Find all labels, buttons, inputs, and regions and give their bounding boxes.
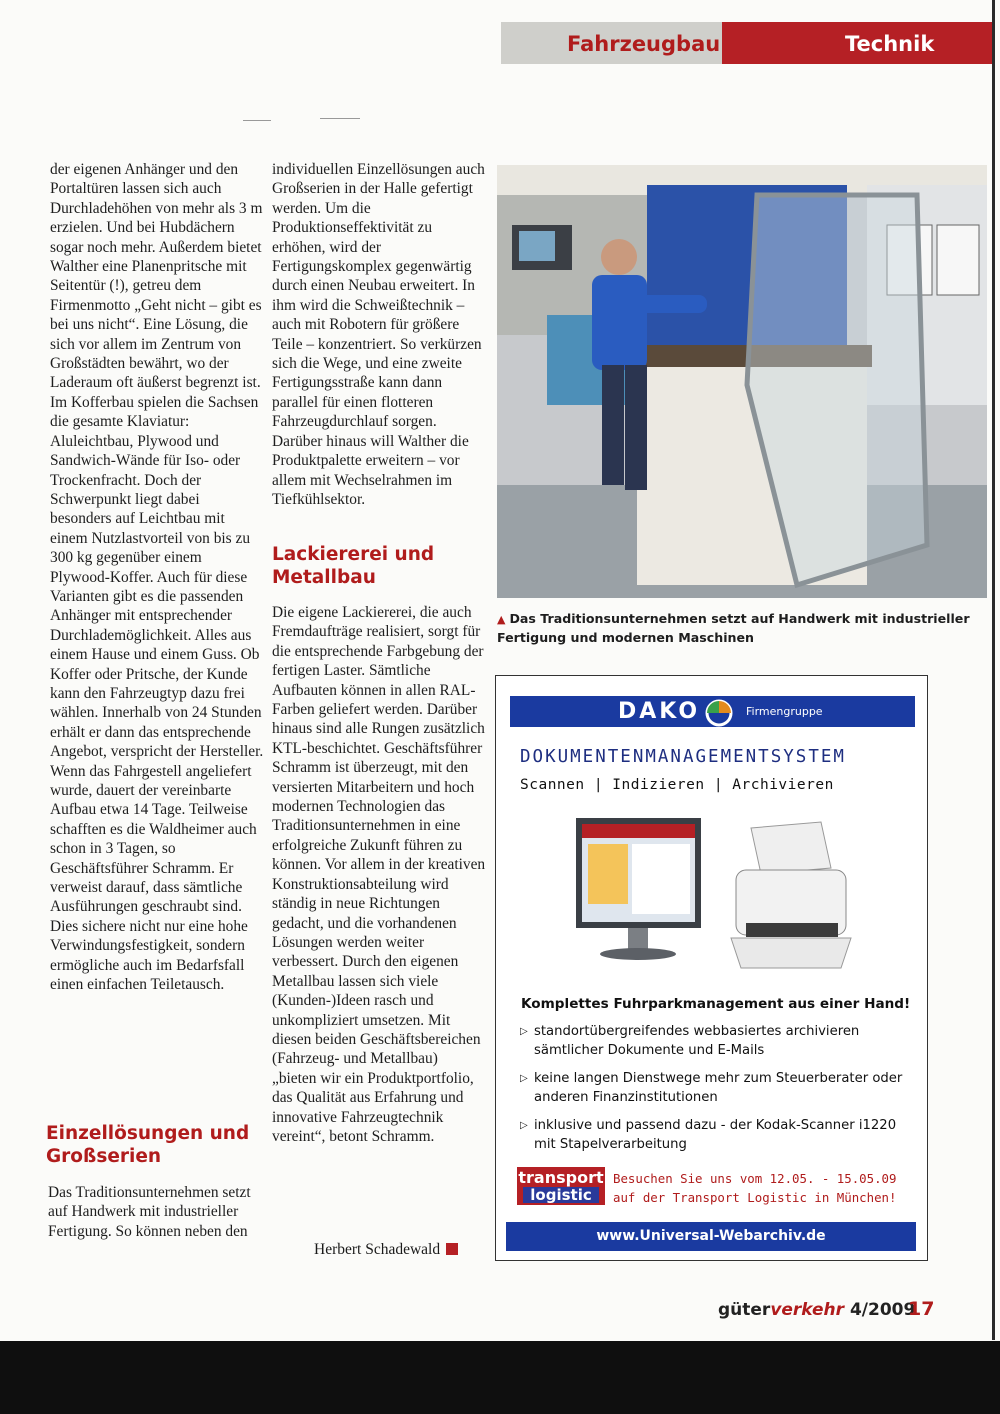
- transport-logistic-logo: transport logistic: [518, 1168, 604, 1204]
- bullet-arrow-icon: ▷: [520, 1073, 528, 1084]
- ad-brand-bar: [510, 696, 915, 727]
- subheading-einzelloesungen: Einzellösungen und Großserien: [46, 1123, 250, 1167]
- article-column-2-continued: [272, 603, 486, 1146]
- article-text: der eigenen Anhänger und den Portaltüren lassen sich auch Durchladehöhen von mehr als 3 m erzielen. Und bei Hubdächern sogar noch mehr. Außerdem bietet Walther eine Planenpritsche mit Seitentür (!), getreu dem Firmenmotto „Geht nicht – gibt es bei uns nicht“. Eine Lösung, die sich vor allem im Zentrum von Großstädten bewährt, wo der Laderaum oft äußerst begrenzt ist. Im Kofferbau spielen die Sachsen die gesamte Klaviatur: Aluleichtbau, Plywood und Sandwich-Wände für Iso- oder Trockenfracht. Doch der Schwerpunkt liegt dabei besonders auf Leichtbau mit einem Nutzlastvorteil von bis zu 300 kg gegenüber einem Plywood-Koffer. Auch für diese Varianten gibt es die passenden Anhänger mit entsprechender Durchlademöglichkeit. Alles aus einem Hause und einem Guss. Ob Koffer oder Pritsche, der Kunde kann den Fahrzeugtyp dazu frei wählen. Innerhalb von 24 Stunden erhält er dann das entsprechende Angebot, verspricht der Hersteller. Wenn das Fahrgestell angeliefert wurde, dauert der vereinbarte Aufbau etwa 14 Tage. Teilweise schafften es die Waldheimer auch schon in 3 Tagen, so Geschäftsführer Schramm. Er verweist darauf, dass sämtliche Ausführungen geschraubt sind. Dies sichere nicht nur eine hohe Verwindungsfestigkeit, sondern ermögliche auch im Bedarfsfall einen einfachen Teiletausch.: [50, 161, 264, 994]
- brand-subtitle: Firmengruppe: [746, 705, 823, 718]
- subheading-lackiererei: Lackiererei und Metallbau: [272, 544, 435, 588]
- caption-triangle-icon: ▲: [497, 613, 506, 626]
- magazine-name-part-1: güter: [718, 1300, 771, 1320]
- dako-advertisement: [495, 675, 928, 1261]
- ad-tagline: Komplettes Fuhrparkmanagement aus einer Hand!: [521, 996, 911, 1012]
- author-byline: [314, 1241, 458, 1259]
- magazine-name-part-2: verkehr: [770, 1300, 845, 1320]
- ad-feature-list: [520, 1022, 920, 1163]
- article-column-1: [50, 160, 264, 994]
- ad-subline: Scannen | Indizieren | Archivieren: [520, 777, 834, 793]
- article-column-1-continued: [48, 1183, 262, 1241]
- list-item: ▷ standortübergreifendes webbasiertes archivieren sämtlicher Dokumente und E-Mails: [520, 1024, 860, 1058]
- scan-speck: [243, 120, 271, 121]
- photo-caption: [497, 610, 987, 647]
- ad-headline: DOKUMENTENMANAGEMENTSYSTEM: [520, 747, 846, 767]
- ad-website-link[interactable]: www.Universal-Webarchiv.de: [506, 1222, 916, 1251]
- end-mark-icon: [446, 1243, 458, 1255]
- brand-name: DAKO: [618, 699, 701, 724]
- page-number: 17: [908, 1298, 935, 1320]
- list-item: ▷ inklusive und passend dazu - der Kodak-Scanner i1220 mit Stapelverarbeitung: [520, 1118, 897, 1152]
- magazine-footer: [718, 1300, 915, 1320]
- monitor-and-scanner-image: [566, 808, 866, 988]
- section-tab: Fahrzeugbau: [501, 22, 722, 64]
- bullet-arrow-icon: ▷: [520, 1120, 528, 1131]
- workshop-photo-image: [497, 165, 987, 598]
- fair-invitation: Besuchen Sie uns vom 12.05. - 15.05.09 auf der Transport Logistic in München!: [613, 1171, 897, 1205]
- author-name: Herbert Schadewald: [314, 1241, 441, 1258]
- article-column-2: [272, 160, 486, 509]
- article-text: individuellen Einzellösungen auch Großserien in der Halle gefertigt werden. Um die Produktionseffektivität zu erhöhen, wird der Fertigungskomplex gegenwärtig durch einen Neubau erweitert. In ihm wird die Schweißtechnik – auch mit Robotern für größere Teile – konzentriert. So verkürzen sich die Wege, und eine zweite Fertigungsstraße kann dann parallel für einen flotteren Fahrzeugdurchlauf sorgen. Darüber hinaus will Walther die Produktpalette erweitern – vor allem mit Wechselrahmen im Tiefkühlsektor.: [272, 161, 485, 508]
- scan-speck: [320, 118, 360, 119]
- workshop-photo: [497, 165, 987, 598]
- article-text: Die eigene Lackiererei, die auch Fremdaufträge realisiert, sorgt für die entsprechende Farbgebung der fertigen Laster. Sämtliche Aufbauten können in allen RAL-Farben geliefert werden. Darüber hinaus sind alle Rungen zusätzlich KTL-beschichtet. Geschäftsführer Schramm ist überzeugt, mit den versierten Mitarbeitern und hoch modernen Technologien das Traditionsunternehmen in eine erfolgreiche Zukunft führen zu können. Vor allem in der kreativen Konstruktionsabteilung wird ständig in neue Richtungen gedacht, und die vorhandenen Lösungen werden weiter verbessert. Durch den eigenen Metallbau lassen sich viele (Kunden-)Ideen rasch und unkompliziert umsetzen. Mit diesen beiden Geschäftsbereichen (Fahrzeug- und Metallbau) „bieten wir ein Produktportfolio, das Qualität aus Erfahrung und innovative Fahrzeugtechnik vereint“, betont Schramm.: [272, 604, 486, 1145]
- issue-number: 4/2009: [849, 1300, 916, 1320]
- page-edge-line: [992, 0, 995, 1340]
- scan-border: [0, 1341, 1000, 1414]
- bullet-arrow-icon: ▷: [520, 1026, 528, 1037]
- list-item: ▷ keine langen Dienstwege mehr zum Steuerberater oder anderen Finanzinstitutionen: [520, 1071, 903, 1105]
- category-tab: Technik: [722, 22, 992, 64]
- dako-logo-icon: [704, 698, 734, 728]
- caption-text: Das Traditionsunternehmen setzt auf Handwerk mit industrieller Fertigung und modernen Maschinen: [497, 611, 970, 645]
- article-text: Das Traditionsunternehmen setzt auf Handwerk mit industrieller Fertigung. So können neben den: [48, 1184, 251, 1240]
